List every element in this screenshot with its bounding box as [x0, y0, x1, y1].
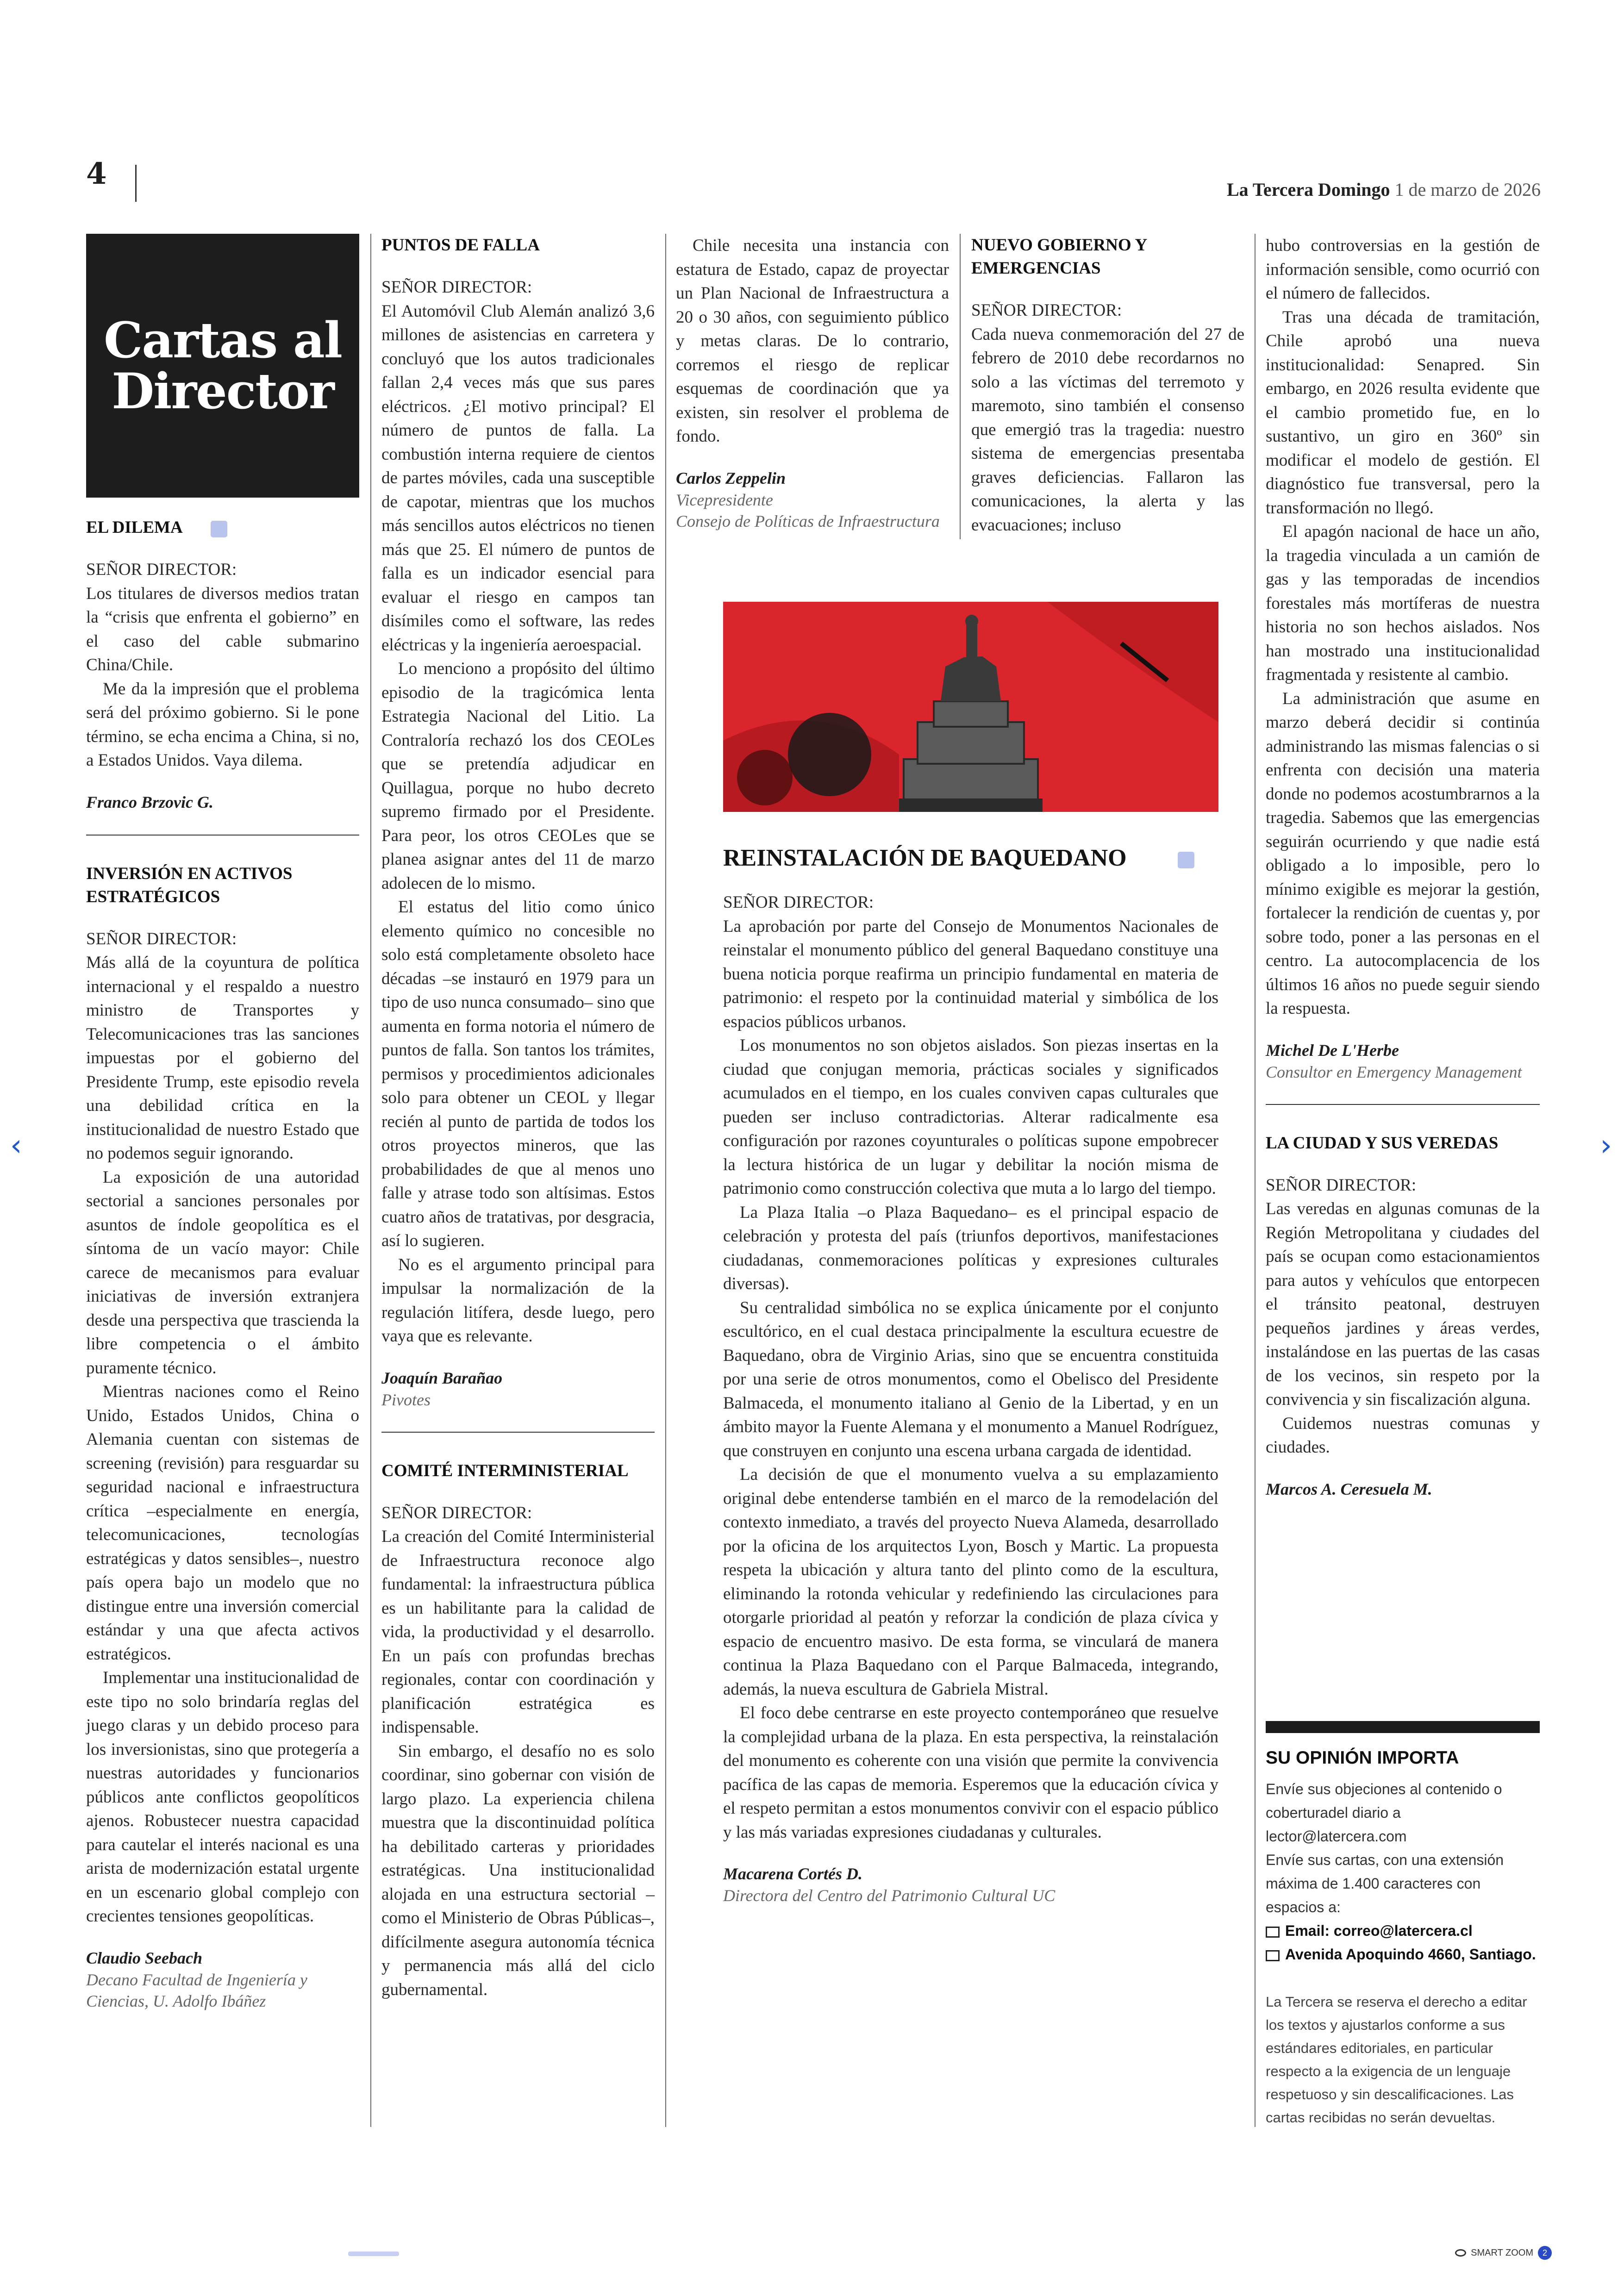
previous-page-arrow[interactable]: ‹	[10, 1129, 22, 1163]
letter-paragraph: Implementar una institucionalidad de este tipo no solo brindaría reglas del juego claras y un debido proceso para los inversionistas, sino que protegería a nuestras autoridades y funcionarios públicos ante conflictos geopolíticos ajenos. Robustecer nuestra capacidad para cautelar el interés nacional es una arista de modernización estatal urgente en un escenario global complejo con crecientes tensiones geopolíticas.	[86, 1668, 359, 1926]
column-3	[676, 234, 949, 532]
letter-signature: Joaquín Barañao	[381, 1368, 503, 1387]
letter-paragraph: Tras una década de tramitación, Chile aprobó una nueva institucionalidad: Senapred. Sin embargo, en 2026 resulta evidente que el cambio prometido fue, en lo sustantivo, un giro en 360º sin modificar el modelo de gestión. El diagnóstico fue transversal, pero la transformación no llegó.	[1266, 307, 1540, 518]
section-title: Cartas al Director	[103, 311, 342, 420]
letter-paragraph-continued: Chile necesita una instancia con estatura de Estado, capaz de proyectar un Plan Nacional de Infraestructura a 20 o 30 años, con seguimiento público y metas claras. De lo contrario, corremos el riesgo de replicar esquemas de coordinación que ya existen, sin resolver el problema de fondo.	[676, 236, 949, 446]
salutation: SEÑOR DIRECTOR:	[86, 560, 237, 579]
letter-paragraph: El Automóvil Club Alemán analizó 3,6 millones de asistencias en carretera y concluyó que los autos tradicionales fallan 2,4 veces más que sus pares eléctricos. ¿El motivo principal? El número de puntos de falla. La combustión interna requiere de cientos de partes móviles, cada una susceptible de capotar, mientras que los muchos más sencillos autos eléctricos no tienen más que 25. El número de puntos de falla es un indicador esencial para evaluar el riesgo en campos tan disímiles como el software, las redes eléctricas y la ingeniería aeroespacial.	[381, 301, 655, 655]
letter-paragraph: La creación del Comité Interministerial de Infraestructura reconoce algo fundamental: la infraestructura pública es un habilitante para la calidad de vida, la productividad y el desarrollo. En un país con profundas brechas regionales, contar con coordinación y planificación estratégica es indispensable.	[381, 1527, 655, 1737]
bookmark-icon[interactable]	[211, 521, 227, 537]
letter-signature: Carlos Zeppelin	[676, 468, 786, 487]
signature-role: Pivotes	[381, 1390, 431, 1409]
letter-paragraph: La decisión de que el monumento vuelva a su emplazamiento original debe entenderse también en el marco de la remodelación del contexto inmediato, a través del proyecto Nueva Alameda, desarrollado por la oficina de los arquitectos Lyon, Bosch y Martic. La propuesta respeta la ubicación y altura tanto del plinto como de la escultura, eliminando la rotonda vehicular y redefiniendo las circulaciones para otorgarle prioridad al peatón y reforzar la condición de plaza cívica y espacio de encuentro masivo. De esta forma, se vinculará de manera continua la Plaza Baquedano con el Parque Balmaceda, integrando, además, la nueva escultura de Gabriela Mistral.	[723, 1465, 1218, 1699]
letter-heading-falla: PUNTOS DE FALLA	[381, 236, 540, 255]
column-5	[1266, 234, 1540, 1500]
baquedano-monument-photo	[723, 602, 1218, 812]
letter-separator	[86, 835, 359, 836]
letter-paragraph: Las veredas en algunas comunas de la Región Metropolitana y ciudades del país se ocupan como estacionamientos para autos y vehículos que entorpecen el tránsito peatonal, destruyen pequeños jardines y áreas verdes, instalándose en las puertas de las casas de los vecinos, sin respeto por la convivencia y sin fiscalización alguna.	[1266, 1199, 1540, 1409]
bookmark-icon[interactable]	[1178, 852, 1194, 868]
column-2	[381, 234, 655, 2002]
signature-role: Consejo de Políticas de Infraestructura	[676, 511, 940, 530]
envelope-icon	[1266, 1927, 1280, 1938]
smart-zoom-button[interactable]	[1455, 2246, 1552, 2260]
signature-role: Directora del Centro del Patrimonio Cultural UC	[723, 1886, 1056, 1905]
letter-signature: Marcos A. Ceresuela M.	[1266, 1479, 1432, 1498]
letter-paragraph: Lo menciono a propósito del último episodio de la tragicómica lenta Estrategia Nacional del Litio. La Contraloría rechazó los dos CEOLes que se pretendía adjudicar en Quillagua, porque no hubo decreto supremo firmado por el Presidente. Para peor, los otros CEOLes que se planea asignar antes del 11 de marzo adolecen de lo mismo.	[381, 659, 655, 893]
letter-heading-gobierno: NUEVO GOBIERNO Y EMERGENCIAS	[971, 236, 1147, 278]
letter-paragraph: El estatus del litio como único elemento químico no concesible no solo está completamente obsoleto hace décadas –se instauró en 1979 para un tipo de uso nunca consumado– sino que aumenta en forma notoria el número de puntos de falla. Son tantos los trámites, permisos y procedimientos adicionales solo para obtener un CEOL y llegar recién al punto de partida de todos los otros proyectos mineros, que las probabilidades de que al menos uno falle y atrase todo son altísimas. Estos cuatro años de tratativas, por desgracia, así lo sugieren.	[381, 898, 655, 1250]
address-contact: Avenida Apoquindo 4660, Santiago.	[1266, 1943, 1540, 1966]
letter-paragraph: Los titulares de diversos medios tratan la “crisis que enfrenta el gobierno” en el caso del cable submarino China/Chile.	[86, 584, 359, 674]
column-divider	[665, 234, 666, 2127]
letter-heading-dilema: EL DILEMA	[86, 516, 359, 539]
letter-paragraph: Cada nueva conmemoración del 27 de febrero de 2010 debe recordarnos no solo a las víctimas del terremoto y maremoto, sino también el consenso que emergió tras la tragedia: nuestro sistema de emergencias presentaba graves deficiencias. Fallaron las comunicaciones, la alerta y las evacuaciones; incluso	[971, 324, 1244, 535]
letter-paragraph: Me da la impresión que el problema será del próximo gobierno. Si le pone término, se echa encima a China, si no, a Estados Unidos. Vaya dilema.	[86, 679, 359, 770]
publication-name: La Tercera Domingo	[1226, 179, 1390, 200]
salutation: SEÑOR DIRECTOR:	[971, 301, 1122, 320]
letter-heading-veredas: LA CIUDAD Y SUS VEREDAS	[1266, 1133, 1499, 1153]
column-4	[971, 234, 1244, 537]
issue-date: 1 de marzo de 2026	[1394, 179, 1541, 200]
header-divider	[135, 165, 137, 202]
column-1	[86, 234, 359, 2012]
letter-heading-baquedano: REINSTALACIÓN DE BAQUEDANO	[723, 844, 1218, 872]
opinion-box-text: Envíe sus objeciones al contenido o coberturadel diario a lector@latercera.com	[1266, 1781, 1502, 1845]
letter-signature: Macarena Cortés D.	[723, 1865, 863, 1883]
feature-letter-baquedano	[723, 602, 1218, 1906]
signature-role: Decano Facultad de Ingeniería y Ciencias, U. Adolfo Ibáñez	[86, 1970, 307, 2010]
column-divider	[960, 234, 961, 539]
zoom-badge: 2	[1538, 2246, 1552, 2260]
salutation: SEÑOR DIRECTOR:	[381, 278, 532, 297]
letter-paragraph: No es el argumento principal para impulsar la normalización de la regulación litífera, desde luego, pero vaya que es relevante.	[381, 1255, 655, 1346]
letter-paragraph: Su centralidad simbólica no se explica únicamente por el conjunto escultórico, en el cual destaca principalmente la escultura ecuestre de Baquedano, obra de Virginio Arias, sino que se encuentra constituida por una serie de otros monumentos, como el Obelisco del Presidente Balmaceda, el monumento italiano al Genio de la Libertad, y en un ámbito mayor la Fuente Alemana y el monumento a Manuel Rodríguez, que construyen en conjunto una escena urbana cargada de identidad.	[723, 1298, 1218, 1460]
letter-heading-comite: COMITÉ INTERMINISTERIAL	[381, 1461, 629, 1480]
opinion-box-title: SU OPINIÓN IMPORTA	[1266, 1748, 1459, 1768]
letter-paragraph: El apagón nacional de hace un año, la tragedia vinculada a un camión de gas y las temporadas de incendios forestales más mortíferas de nuestra historia no son hechos aislados. Nos han mostrado una institucionalidad fragmentada y resistente al cambio.	[1266, 522, 1540, 684]
letter-paragraph: Mientras naciones como el Reino Unido, Estados Unidos, China o Alemania cuentan con sistemas de screening (revisión) para resguardar su seguridad nacional e infraestructura crítica –especialmente en energía, telecomunicaciones, tecnologías estratégicas y datos sensibles–, nuestro país opera bajo un modelo que no distingue entre una inversión comercial estándar y una que afecta activos estratégicos.	[86, 1382, 359, 1664]
letter-signature: Claudio Seebach	[86, 1948, 203, 1967]
letter-paragraph-continued: hubo controversias en la gestión de información sensible, como ocurrió con el número de fallecidos.	[1266, 236, 1540, 303]
letter-paragraph: Los monumentos no son objetos aislados. Son piezas insertas en la ciudad que conjugan memoria, prácticas sociales y significados acumulados en el tiempo, en los cuales conviven capas culturales que pueden ser incluso contradictorias. Alterar radicalmente esa configuración por razones coyunturales o políticas supone empobrecer la lectura histórica de un lugar y debilitar la noción misma de patrimonio como construcción colectiva que muta a lo largo del tiempo.	[723, 1036, 1218, 1198]
letter-separator	[1266, 1104, 1540, 1105]
salutation: SEÑOR DIRECTOR:	[1266, 1175, 1417, 1195]
letter-signature: Michel De L'Herbe	[1266, 1041, 1399, 1060]
opinion-box-text: Envíe sus cartas, con una extensión máxima de 1.400 caracteres con espacios a:	[1266, 1852, 1504, 1915]
column-divider	[370, 234, 371, 2127]
salutation: SEÑOR DIRECTOR:	[381, 1503, 532, 1522]
mailbox-icon	[1266, 1950, 1280, 1961]
letter-heading-inversion: INVERSIÓN EN ACTIVOS ESTRATÉGICOS	[86, 864, 293, 906]
next-page-arrow[interactable]: ›	[1600, 1129, 1612, 1163]
opinion-box-bar	[1266, 1721, 1540, 1733]
letter-paragraph: Más allá de la coyuntura de política internacional y el respaldo a nuestro ministro de Transportes y Telecomunicaciones tras las sanciones impuestas por el gobierno del Presidente Trump, este episodio revela una debilidad crítica en la institucionalidad de nuestro Estado que no podemos seguir ignorando.	[86, 953, 359, 1163]
letter-paragraph: El foco debe centrarse en este proyecto contemporáneo que resuelve la complejidad urbana de la plaza. En esta perspectiva, la reinstalación del monumento es coherente con una visión que permite la convivencia pacífica de las capas de memoria. Esperemos que la educación cívica y el respeto permitan a estos monumentos convivir con el espacio público y las más variadas expresiones ciudadanas y culturales.	[723, 1703, 1218, 1842]
email-contact[interactable]: Email: correo@latercera.cl	[1266, 1919, 1540, 1943]
letter-paragraph: La exposición de una autoridad sectorial a sanciones personales por asuntos de índole geopolítica es el síntoma de un vacío mayor: Chile carece de mecanismos para evaluar iniciativas de inversión extranjera desde una perspectiva que trascienda la libre competencia o el ámbito puramente técnico.	[86, 1167, 359, 1378]
masthead	[1227, 179, 1541, 200]
eye-icon	[1455, 2249, 1466, 2257]
page-scroll-indicator[interactable]	[348, 2251, 399, 2256]
opinion-box	[1266, 1721, 1540, 2129]
letter-paragraph: Cuidemos nuestras comunas y ciudades.	[1266, 1414, 1540, 1457]
letter-signature: Franco Brzovic G.	[86, 792, 214, 811]
letter-paragraph: La administración que asume en marzo deberá decidir si continúa administrando las mismas falencias o si enfrenta con decisión una materia donde no podemos acostumbrarnos a la tragedia. Sabemos que las emergencias seguirán ocurriendo y que nadie está obligado a lo imposible, pero lo mínimo exigible es mejorar la gestión, fortalecer la rendición de cuentas y, por sobre todo, poner a las personas en el centro. La autocomplacencia de los últimos 16 años no puede seguir siendo la respuesta.	[1266, 689, 1540, 1018]
letter-paragraph: La Plaza Italia –o Plaza Baquedano– es el principal espacio de celebración y protesta del país (triunfos deportivos, manifestaciones ciudadanas, conmemoraciones políticas y expresiones culturales diversas).	[723, 1203, 1218, 1293]
letter-paragraph: Sin embargo, el desafío no es solo coordinar, sino gobernar con visión de largo plazo. La experiencia chilena muestra que la discontinuidad política ha debilitado carteras y prioridades estratégicas. Una institucionalidad alojada en una estructura sectorial –como el Ministerio de Obras Públicas–, difícilmente asegura autonomía técnica y permanencia más allá del ciclo gubernamental.	[381, 1741, 655, 1999]
section-title-box	[86, 234, 359, 498]
signature-role: Vicepresidente	[676, 490, 773, 509]
letter-separator	[381, 1432, 655, 1433]
smart-zoom-label: SMART ZOOM	[1471, 2247, 1533, 2258]
salutation: SEÑOR DIRECTOR:	[723, 893, 874, 912]
salutation: SEÑOR DIRECTOR:	[86, 929, 237, 948]
page-number: 4	[86, 156, 107, 191]
editorial-note: La Tercera se reserva el derecho a editar los textos y ajustarlos conforme a sus estándares editoriales, en particular respecto a la exigencia de un lenguaje respetuoso y sin descalificaciones. Las cartas recibidas no serán devueltas.	[1266, 1994, 1527, 2126]
letter-paragraph: La aprobación por parte del Consejo de Monumentos Nacionales de reinstalar el monumento público del general Baquedano constituye una buena noticia porque reafirma un principio fundamental en materia de patrimonio: el respeto por la continuidad material y simbólica de los espacios públicos urbanos.	[723, 917, 1218, 1031]
signature-role: Consultor en Emergency Management	[1266, 1062, 1522, 1081]
